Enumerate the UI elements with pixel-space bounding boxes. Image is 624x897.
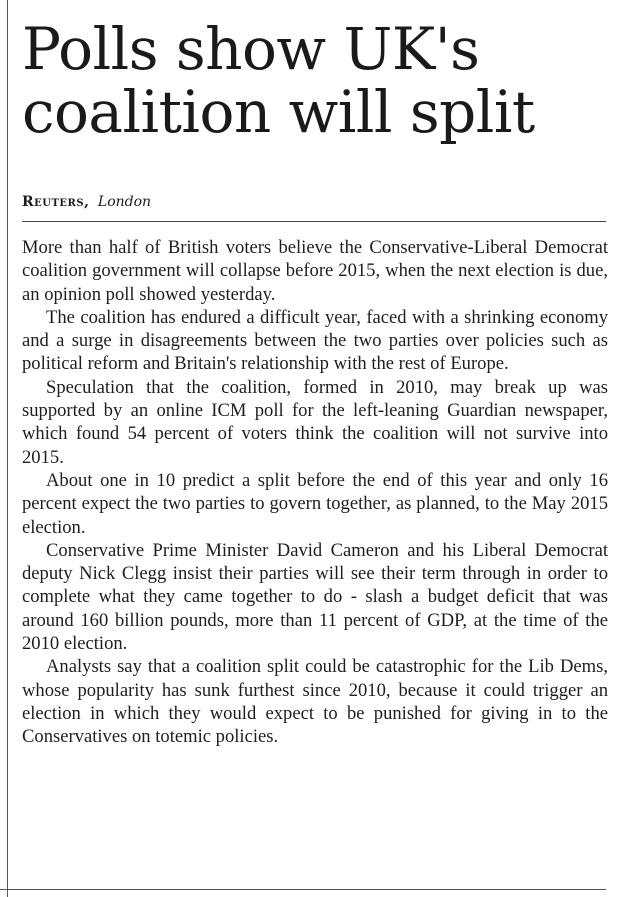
byline: [22, 193, 151, 211]
headline: Polls show UK's coalition will split: [22, 15, 535, 146]
paragraph: Conservative Prime Minister David Cameron and his Liberal Democrat deputy Nick Clegg insist their parties will see their term through in order to complete what they came together to do - slash a budget deficit that was around 160 billion pounds, more than 11 percent of GDP, at the time of the 2010 election.: [22, 539, 608, 655]
paragraph: About one in 10 predict a split before the end of this year and only 16 percent expect the two parties to govern together, as planned, to the May 2015 election.: [22, 469, 608, 538]
byline-agency: Reuters,: [22, 194, 90, 210]
paragraph: Analysts say that a coalition split could be catastrophic for the Lib Dems, whose popularity has sunk furthest since 2010, because it could trigger an election in which they would expect to be punished for giving in to the Conservatives on totemic policies.: [22, 656, 608, 748]
bottom-divider: [0, 889, 606, 890]
byline-location: London: [97, 194, 152, 210]
paragraph: The coalition has endured a difficult year, faced with a shrinking economy and a surge in disagreements between the two parties over policies such as political reform and Britain's relationship with the rest of Europe.: [22, 306, 608, 375]
byline-divider: [22, 221, 606, 222]
article-body: [22, 236, 608, 749]
column-rule-left: [7, 0, 8, 897]
paragraph: More than half of British voters believe the Conservative-Liberal Democrat coalition government will collapse before 2015, when the next election is due, an opinion poll showed yesterday.: [22, 237, 608, 305]
paragraph: Speculation that the coalition, formed in 2010, may break up was supported by an online ICM poll for the left-leaning Guardian newspaper, which found 54 percent of voters think the coalition will not survive into 2015.: [22, 376, 608, 468]
